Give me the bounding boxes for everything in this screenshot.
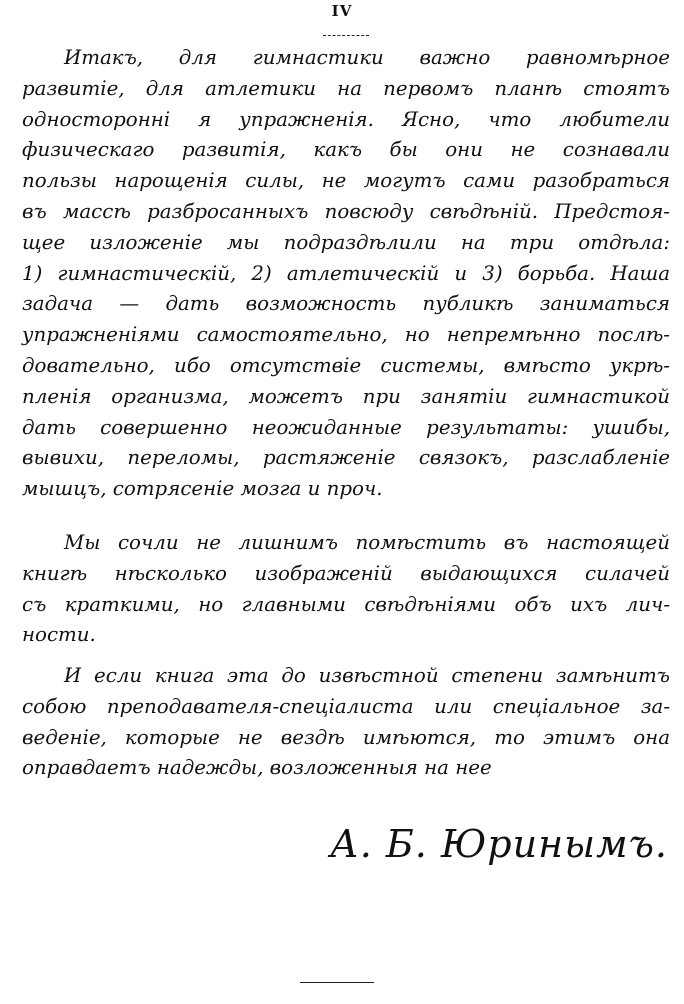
text-line: пользы нарощенія силы, не могутъ сами разобраться (22, 169, 670, 193)
footer-rule (300, 982, 374, 983)
text-line: И если книга эта до извѣстной степени замѣнитъ (64, 664, 670, 687)
paragraph-3 (22, 661, 670, 784)
text-line: дать совершенно неожиданные результаты: ушибы, (22, 415, 670, 439)
text-line: односторонні я упражненія. Ясно, что любители (22, 107, 670, 131)
text-line: вывихи, переломы, растяженіе связокъ, разслабленіе (22, 446, 670, 470)
text-line: 1) гимнастическій, 2) атлетическій и 3) борьба. Наша (22, 261, 670, 285)
paragraph-1 (22, 43, 670, 505)
text-line: Мы сочли не лишнимъ помѣстить въ настоящей (64, 531, 670, 554)
text-line: въ массѣ разбросанныхъ повсюду свѣдѣній. Предстоя- (22, 199, 670, 223)
paragraph-2 (22, 528, 670, 651)
text-line: мышцъ, сотрясеніе мозга и проч. (22, 477, 383, 501)
text-line: упражненіями самостоятельно, но непремѣнно послѣ- (22, 323, 670, 347)
text-line: оправдаетъ надежды, возложенныя на нее (22, 756, 492, 780)
text-line: съ краткими, но главными свѣдѣніями объ ихъ лич- (22, 592, 670, 616)
text-line: ности. (22, 623, 96, 647)
author-signature: А. Б. Юринымъ. (329, 822, 668, 866)
text-line: развитіе, для атлетики на первомъ планѣ стоятъ (22, 76, 670, 100)
text-line: веденіе, которые не вездѣ имѣются, то этимъ она (22, 725, 670, 749)
page-number: IV (331, 2, 353, 20)
text-line: задача — дать возможность публикѣ заниматься (22, 292, 670, 316)
text-line: довательно, ибо отсутствіе системы, вмѣсто укрѣ- (22, 353, 670, 377)
header-rule (323, 35, 369, 36)
text-line: физическаго развитія, какъ бы они не сознавали (22, 138, 670, 162)
text-line: собою преподавателя-спеціалиста или спеціальное за- (22, 694, 670, 718)
text-line: щее изложеніе мы подраздѣлили на три отдѣла: (22, 230, 670, 254)
text-line: Итакъ, для гимнастики важно равномѣрное (64, 46, 670, 69)
text-line: книгѣ нѣсколько изображеній выдающихся силачей (22, 561, 670, 585)
text-line: пленія организма, можетъ при занятіи гимнастикой (22, 384, 670, 408)
